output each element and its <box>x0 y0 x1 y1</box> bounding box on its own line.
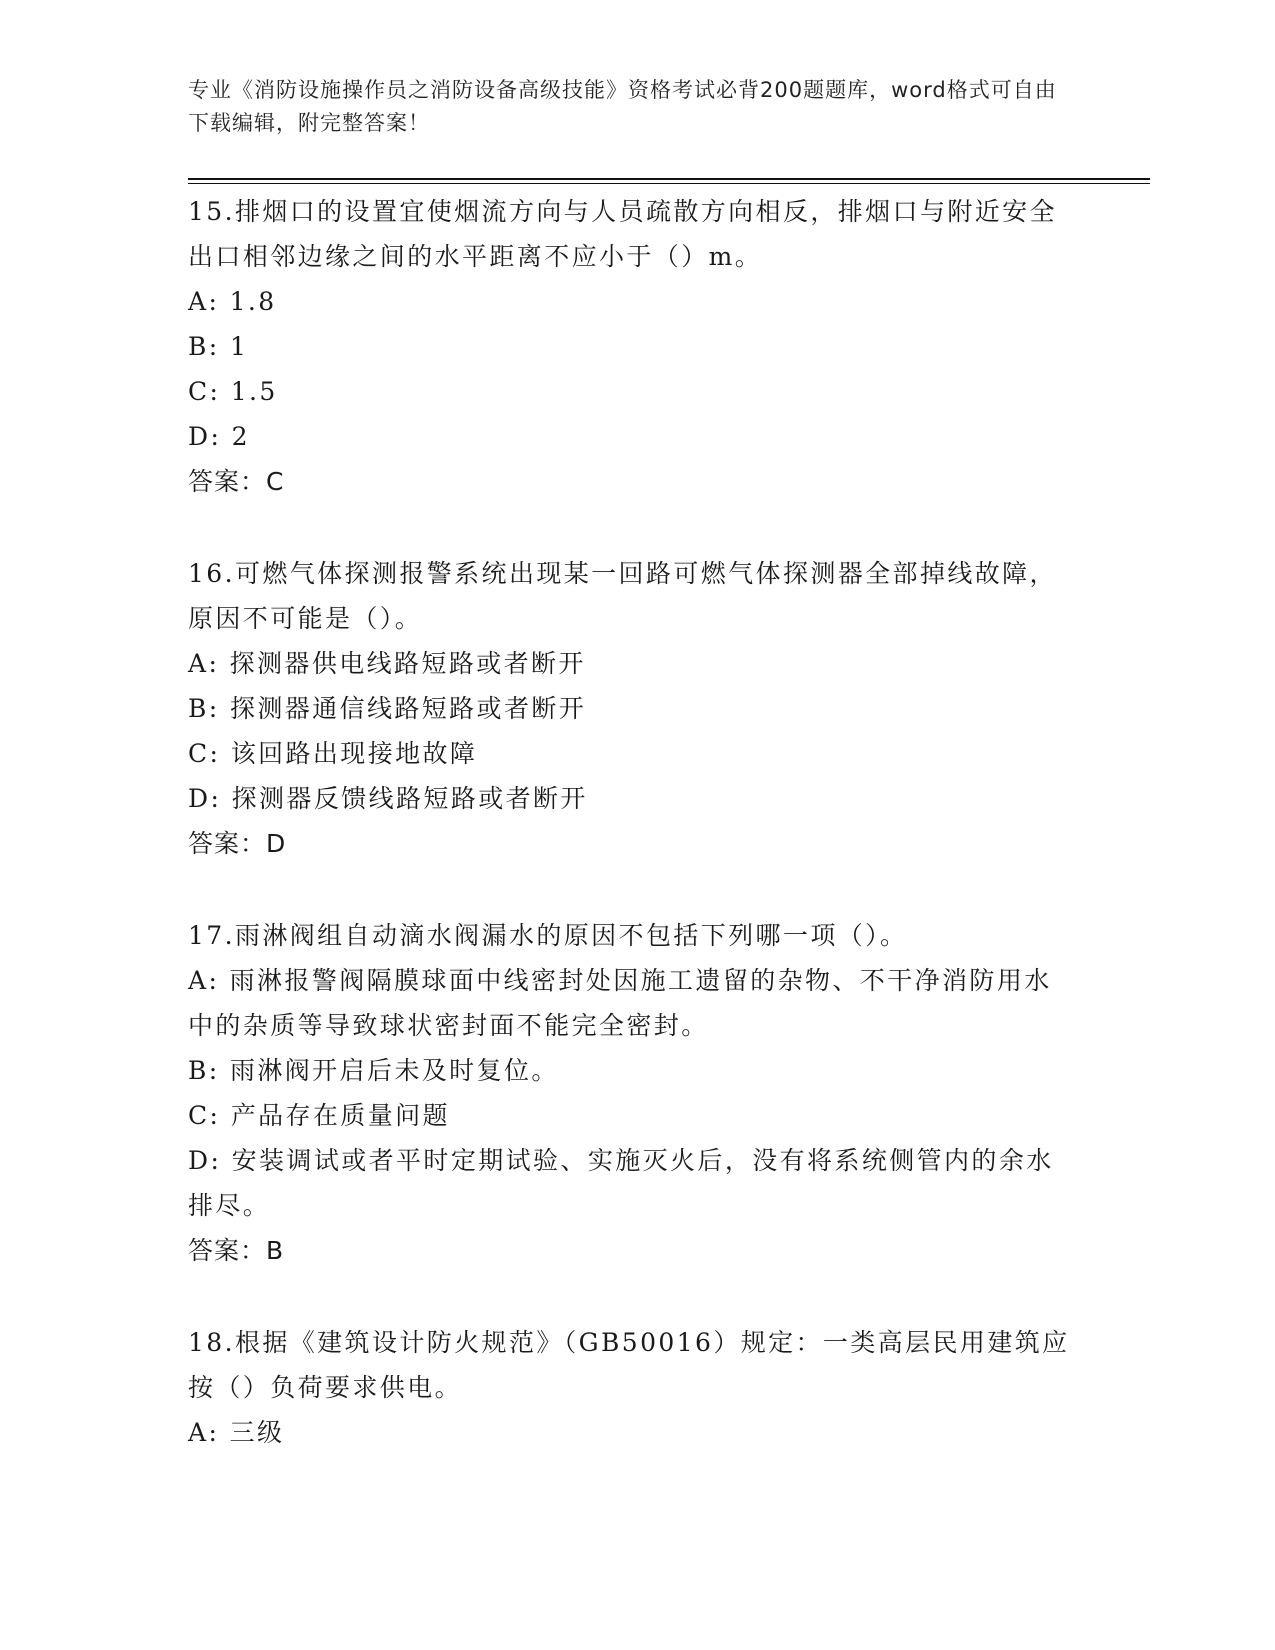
question-stem: 17.雨淋阀组自动滴水阀漏水的原因不包括下列哪一项（）。 <box>188 921 908 950</box>
header-divider-thin <box>188 183 1150 184</box>
option-c: C: 该回路出现接地故障 <box>188 739 478 768</box>
header-divider-thick <box>188 178 1150 180</box>
question-stem: 18.根据《建筑设计防火规范》（GB50016）规定：一类高层民用建筑应按（）负荷要求供电。 <box>188 1328 1070 1402</box>
document-header: 专业《消防设施操作员之消防设备高级技能》资格考试必背200题题库，word格式可自由下载编辑，附完整答案！ <box>188 78 1057 135</box>
option-b: B: 雨淋阀开启后未及时复位。 <box>188 1056 559 1085</box>
question-16 <box>188 551 1078 866</box>
answer: 答案：D <box>188 829 287 858</box>
answer: 答案：C <box>188 467 285 496</box>
option-c: C: 1.5 <box>188 377 278 406</box>
option-b: B: 探测器通信线路短路或者断开 <box>188 694 587 723</box>
option-a: A: 三级 <box>188 1418 285 1447</box>
option-d: D: 2 <box>188 422 250 451</box>
question-stem: 15.排烟口的设置宜使烟流方向与人员疏散方向相反，排烟口与附近安全出口相邻边缘之间的水平距离不应小于（）m。 <box>188 197 1057 271</box>
question-17 <box>188 913 1078 1273</box>
option-a: A: 探测器供电线路短路或者断开 <box>188 649 586 678</box>
option-a: A: 1.8 <box>188 287 277 316</box>
question-stem: 16.可燃气体探测报警系统出现某一回路可燃气体探测器全部掉线故障，原因不可能是（）。 <box>188 559 1057 633</box>
option-b: B: 1 <box>188 332 249 361</box>
option-d: D: 探测器反馈线路短路或者断开 <box>188 784 588 813</box>
question-list <box>188 189 1078 1455</box>
question-18 <box>188 1320 1078 1455</box>
question-15 <box>188 189 1078 504</box>
option-d: D: 安装调试或者平时定期试验、实施灭火后，没有将系统侧管内的余水排尽。 <box>188 1146 1054 1220</box>
answer: 答案：B <box>188 1236 285 1265</box>
option-a: A: 雨淋报警阀隔膜球面中线密封处因施工遗留的杂物、不干净消防用水中的杂质等导致球状密封面不能完全密封。 <box>188 966 1052 1040</box>
option-c: C: 产品存在质量问题 <box>188 1101 450 1130</box>
